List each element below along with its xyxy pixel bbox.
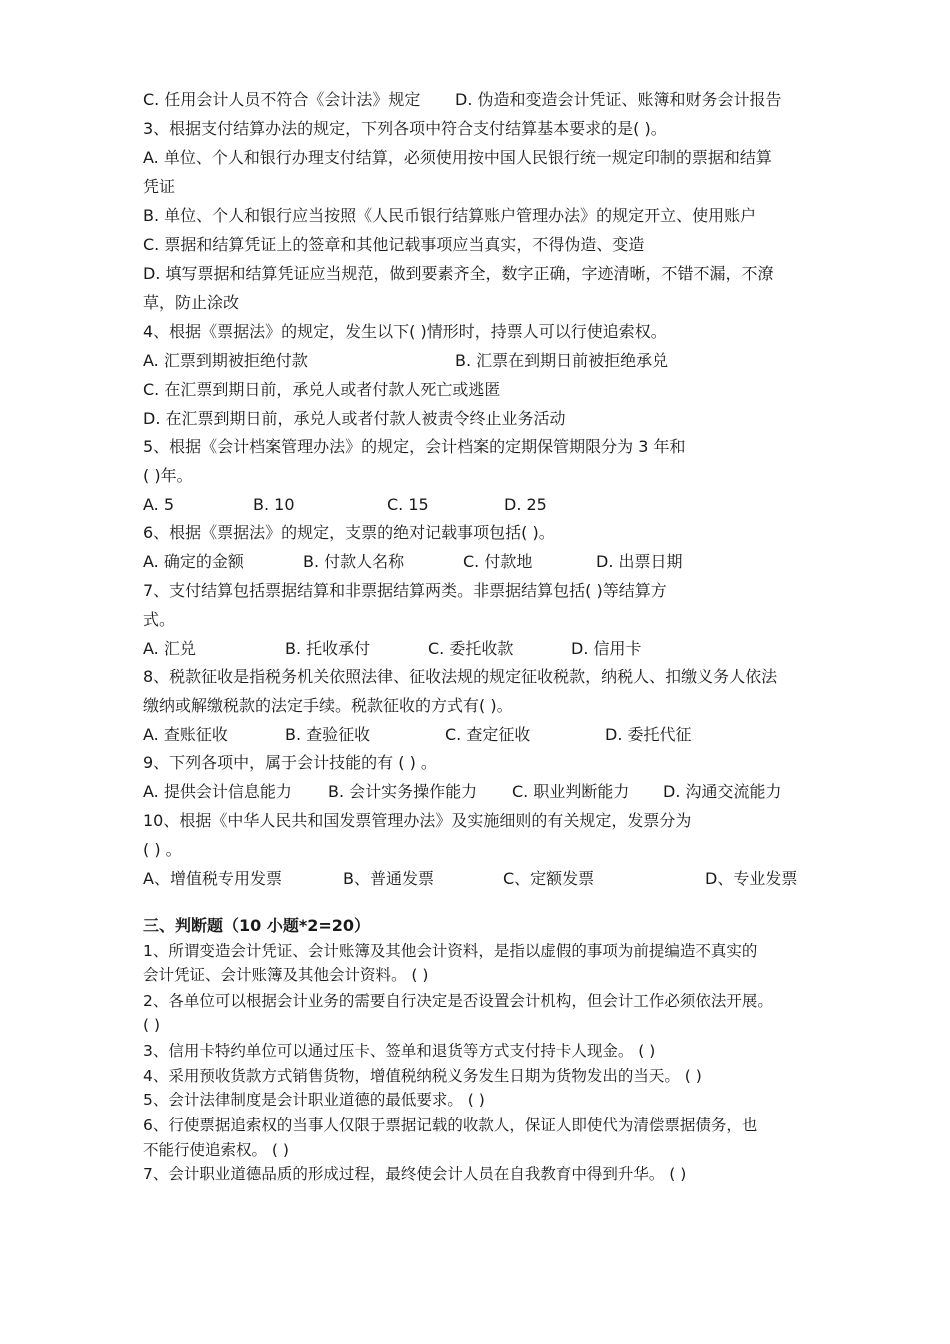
q5-stem: 5、根据《会计档案管理办法》的规定，会计档案的定期保管期限分为 3 年和	[143, 437, 686, 456]
q10-option-b: B、普通发票	[343, 869, 434, 888]
q9-option-b: B. 会计实务操作能力	[328, 782, 478, 801]
q6-stem: 6、根据《票据法》的规定，支票的绝对记载事项包括( )。	[143, 523, 555, 542]
q10-stem: 10、根据《中华人民共和国发票管理办法》及实施细则的有关规定，发票分为	[143, 811, 692, 830]
tf-item-5: 5、会计法律制度是会计职业道德的最低要求。 ( )	[143, 1091, 485, 1109]
q9-option-a: A. 提供会计信息能力	[143, 782, 292, 801]
q5-stem-cont: ( )年。	[143, 466, 193, 485]
q7-stem: 7、支付结算包括票据结算和非票据结算两类。非票据结算包括( )等结算方	[143, 581, 667, 600]
q4-option-a: A. 汇票到期被拒绝付款	[143, 351, 308, 370]
tf-item-3: 3、信用卡特约单位可以通过压卡、签单和退货等方式支付持卡人现金。 ( )	[143, 1042, 656, 1060]
q3-option-a-cont: 凭证	[143, 177, 176, 196]
q2-option-d: D. 伪造和变造会计凭证、账簿和财务会计报告	[455, 90, 782, 109]
q6-option-b: B. 付款人名称	[303, 552, 405, 571]
q3-option-d: D. 填写票据和结算凭证应当规范，做到要素齐全，数字正确，字迹清晰，不错不漏，不潦	[143, 264, 774, 283]
tf-item-2: 2、各单位可以根据会计业务的需要自行决定是否设置会计机构，但会计工作必须依法开展。	[143, 992, 773, 1010]
q4-option-d: D. 在汇票到期日前，承兑人或者付款人被责令终止业务活动	[143, 409, 566, 428]
q3-option-a: A. 单位、个人和银行办理支付结算，必须使用按中国人民银行统一规定印制的票据和结算	[143, 148, 772, 167]
q5-option-c: C. 15	[387, 495, 429, 514]
q7-option-a: A. 汇兑	[143, 639, 196, 658]
q6-option-d: D. 出票日期	[596, 552, 683, 571]
q10-stem-cont: ( ) 。	[143, 840, 182, 859]
q3-stem: 3、根据支付结算办法的规定，下列各项中符合支付结算基本要求的是( )。	[143, 119, 667, 138]
q7-stem-cont: 式。	[143, 610, 176, 629]
q8-option-a: A. 查账征收	[143, 725, 228, 744]
q8-stem-cont: 缴纳或解缴税款的法定手续。税款征收的方式有( )。	[143, 696, 513, 715]
q8-option-d: D. 委托代征	[605, 725, 692, 744]
q10-option-d: D、专业发票	[705, 869, 798, 888]
q10-option-c: C、定额发票	[503, 869, 595, 888]
q8-option-c: C. 查定征收	[445, 725, 531, 744]
q8-option-b: B. 查验征收	[285, 725, 371, 744]
q3-option-b: B. 单位、个人和银行应当按照《人民币银行结算账户管理办法》的规定开立、使用账户	[143, 206, 757, 225]
q5-option-a: A. 5	[143, 495, 175, 514]
q5-option-d: D. 25	[504, 495, 547, 514]
tf-item-1-cont: 会计凭证、会计账簿及其他会计资料。 ( )	[143, 966, 429, 984]
tf-item-6: 6、行使票据追索权的当事人仅限于票据记载的收款人，保证人即使代为清偿票据债务，也	[143, 1116, 758, 1134]
q3-option-d-cont: 草，防止涂改	[143, 293, 240, 312]
q10-option-a: A、增值税专用发票	[143, 869, 282, 888]
tf-item-2-cont: ( )	[143, 1016, 161, 1034]
tf-item-4: 4、采用预收货款方式销售货物，增值税纳税义务发生日期为货物发出的当天。 ( )	[143, 1067, 702, 1085]
q9-option-d: D. 沟通交流能力	[663, 782, 782, 801]
q7-option-d: D. 信用卡	[571, 639, 642, 658]
tf-item-1: 1、所谓变造会计凭证、会计账簿及其他会计资料，是指以虚假的事项为前提编造不真实的	[143, 942, 758, 960]
q8-stem: 8、税款征收是指税务机关依照法律、征收法规的规定征收税款，纳税人、扣缴义务人依法	[143, 667, 778, 686]
tf-item-6-cont: 不能行使追索权。 ( )	[143, 1141, 289, 1159]
q4-stem: 4、根据《票据法》的规定，发生以下( )情形时，持票人可以行使追索权。	[143, 322, 667, 341]
q2-option-c: C. 任用会计人员不符合《会计法》规定	[143, 90, 421, 109]
q4-option-b: B. 汇票在到期日前被拒绝承兑	[455, 351, 669, 370]
q6-option-c: C. 付款地	[463, 552, 533, 571]
q5-option-b: B. 10	[253, 495, 295, 514]
q9-option-c: C. 职业判断能力	[512, 782, 630, 801]
q7-option-c: C. 委托收款	[428, 639, 514, 658]
q3-option-c: C. 票据和结算凭证上的签章和其他记载事项应当真实，不得伪造、变造	[143, 235, 645, 254]
q6-option-a: A. 确定的金额	[143, 552, 244, 571]
tf-item-7: 7、会计职业道德品质的形成过程，最终使会计人员在自我教育中得到升华。 ( )	[143, 1165, 687, 1183]
q9-stem: 9、下列各项中，属于会计技能的有 ( ) 。	[143, 753, 437, 772]
q7-option-b: B. 托收承付	[285, 639, 371, 658]
section-3-title: 三、判断题（10 小题*2=20）	[143, 916, 371, 935]
q4-option-c: C. 在汇票到期日前，承兑人或者付款人死亡或逃匿	[143, 380, 501, 399]
